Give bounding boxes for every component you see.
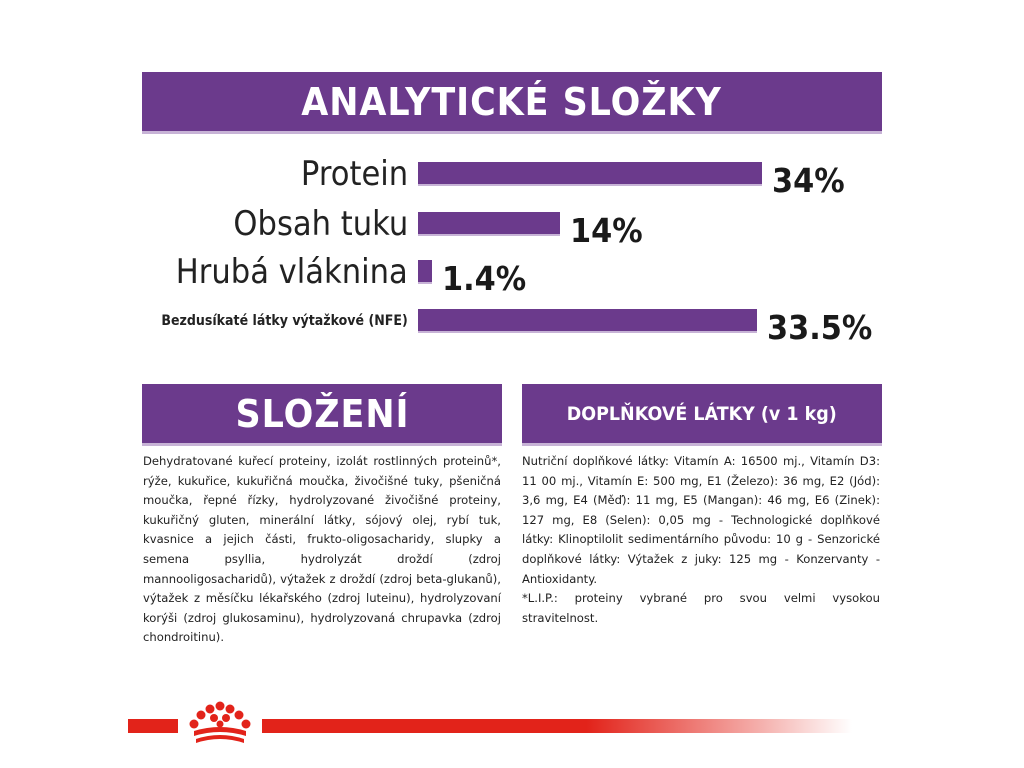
- composition-header: [142, 384, 502, 446]
- analytic-title: ANALYTICKÉ SLOŽKY: [301, 79, 723, 124]
- nutrient-bar: [418, 260, 432, 284]
- nutrient-row-fibre: [142, 250, 902, 298]
- nutrient-bar: [418, 309, 757, 333]
- crown-icon: [180, 700, 260, 748]
- nutrient-label: Bezdusíkaté látky výtažkové (NFE): [161, 313, 408, 329]
- nutrient-value: 1.4%: [442, 258, 527, 298]
- analytic-header: [142, 72, 882, 134]
- nutrient-bar: [418, 162, 762, 186]
- nutrient-row-protein: [142, 152, 902, 200]
- additives-note: *L.I.P.: proteiny vybrané pro svou velmi vysokou stravitelnost.: [522, 591, 880, 625]
- nutrient-value: 33.5%: [767, 307, 873, 347]
- additives-header: [522, 384, 882, 446]
- composition-title: SLOŽENÍ: [235, 391, 409, 436]
- nutrient-row-nfe: [142, 299, 902, 347]
- composition-text-block: [143, 452, 501, 648]
- nutrient-value: 14%: [570, 210, 643, 250]
- composition-text: Dehydratované kuřecí proteiny, izolát rostlinných proteinů*, rýže, kukuřice, kukuřičná moučka, živočišné tuky, pšeničná moučka, řepné řízky, hydrolyzované živočišné proteiny, kukuřičný gluten, minerální látky, sójový olej, rybí tuk, kvasnice a jejich části, frukto-oligosacharidy, slupky a semena psyllia, hydrolyzát droždí (zdroj mannooligosacharidů), výtažek z droždí (zdroj beta-glukanů), výtažek z měsíčku lékařského (zdroj luteinu), hydrolyzovaní korýši (zdroj glukosaminu), hydrolyzovaná chrupavka (zdroj chondroitinu).: [143, 454, 501, 645]
- additives-title: DOPLŇKOVÉ LÁTKY (v 1 kg): [566, 402, 838, 425]
- nutrient-label: Obsah tuku: [233, 204, 408, 244]
- nutrient-label: Hrubá vláknina: [175, 252, 408, 292]
- footer-line-right: [262, 719, 852, 733]
- nutrient-row-fat: [142, 202, 902, 250]
- additives-text-block: [522, 452, 880, 628]
- footer-line-left: [128, 719, 178, 733]
- nutrient-value: 34%: [772, 160, 845, 200]
- nutrient-label: Protein: [300, 154, 408, 194]
- nutrient-bar: [418, 212, 560, 236]
- additives-text: Nutriční doplňkové látky: Vitamín A: 16500 mj., Vitamín D3: 11 00 mj., Vitamín E: 500 mg, E1 (Železo): 36 mg, E2 (Jód): 3,6 mg, E4 (Měď): 11 mg, E5 (Mangan): 46 mg, E6 (Zinek): 127 mg, E8 (Selen): 0,05 mg - Technologické doplňkové látky: Klinoptilolit sedimentárního původu: 10 g - Senzorické doplňkové látky: Výtažek z juky: 125 mg - Konzervanty - Antioxidanty.: [522, 454, 880, 586]
